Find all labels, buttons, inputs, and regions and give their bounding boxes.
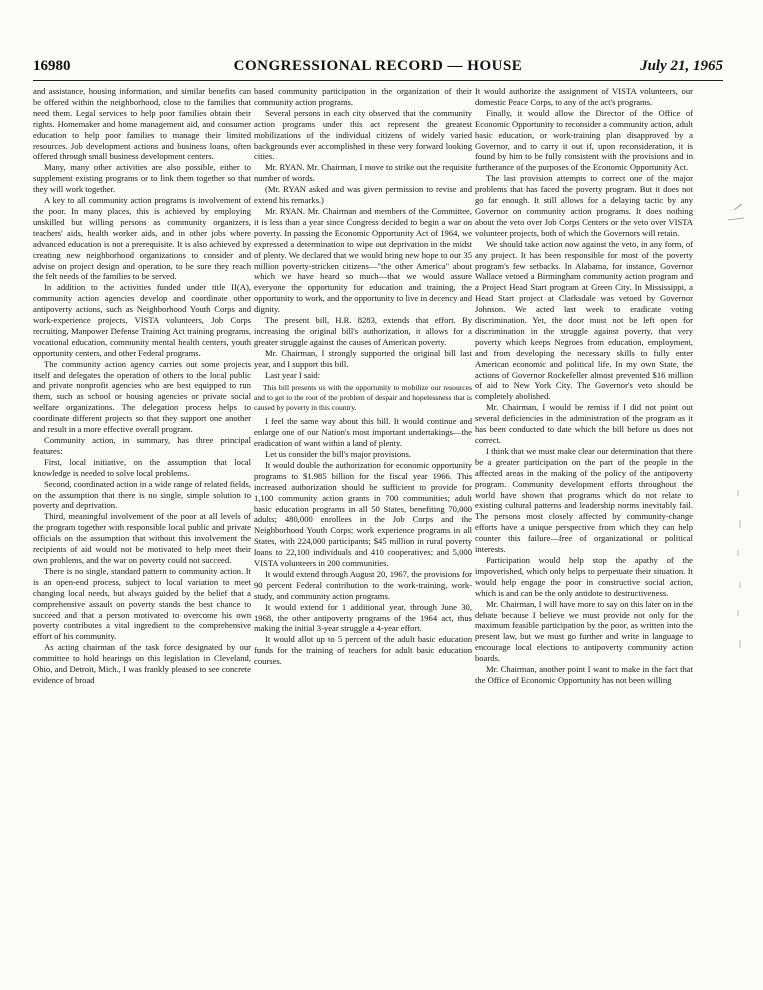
paragraph: Finally, it would allow the Director of the Office of Economic Opportunity to reconsider a community action, adult basic education, or work-training plan disapproved by a Governor, and to carry it out if, upon reconsideration, it is found by him to be fully consistent with the provisions and in furtherance of the purposes of the Economic Opportunity Act. (475, 107, 693, 173)
paragraph: It would extend for 1 additional year, through June 30, 1968, the other antipoverty programs of the 1964 act, thus making the initial 3-year struggle a 4-year effort. (254, 601, 472, 634)
paragraph: The last provision attempts to correct one of the major problems that has faced the poverty program. But it does not go far enough. It still allows for a delaying tactic by any Governor on community action programs. It does nothing about the veto over Job Corps Centers or the veto over VISTA volunteer projects, both of which the Governors will retain. (475, 173, 693, 238)
paragraph: Mr. Chairman, I would be remiss if I did not point out several deficiencies in the administration of the program as it has been conducted to date which the bill before us does not correct. (475, 402, 693, 445)
text-column-3 (475, 86, 693, 976)
block-quote: This bill presents us with the opportunity to mobilize our resources and to get to the root of the problem of despair and hopelessness that is caused by poverty in this country. (254, 383, 472, 412)
paragraph: It would authorize the assignment of VISTA volunteers, our domestic Peace Corps, to any of the act's programs. (475, 86, 693, 107)
paragraph: Mr. Chairman, another point I want to make in the fact that the Office of Economic Opportunity has not been willing (475, 664, 693, 685)
header-rule (33, 80, 723, 81)
paragraph: In addition to the activities funded under title II(A), community action agencies develop and coordinate other antipoverty actions, such as Neighborhood Youth Corps and work-experience projects, VISTA volunteers, Job Corps recruiting, Manpower Defense Training Act training programs, vocational education, community mental health centers, youth opportunity centers, and other Federal programs. (33, 282, 251, 358)
paragraph: Many, many other activities are also possible, either to supplement existing programs or to link them together so that they will work together. (33, 162, 251, 195)
paragraph: It would allot up to 5 percent of the adult basic education funds for the training of teachers for adult basic education courses. (254, 634, 472, 667)
paragraph: Community action, in summary, has three principal features: (33, 435, 251, 456)
paragraph: I feel the same way about this bill. It would continue and enlarge one of our Nation's most important undertakings—the eradication of want within a land of plenty. (254, 416, 472, 449)
paragraph: Mr. RYAN. Mr. Chairman and members of the Committee, it is less than a year since Congress decided to begin a war on poverty. In passing the Economic Opportunity Act of 1964, we expressed a determination to wipe out deprivation in the midst of plenty. We declared that we would bring new hope to our 35 million poverty-stricken citizens—"the other America" about which we have heard so much—that we would assure everyone the opportunity for education and training, the opportunity to work, and the opportunity to live in decency and dignity. (254, 205, 472, 315)
paragraph: I think that we must make clear our determination that there be a greater participation on the part of the people in the affected areas in the making of the policy of the antipoverty program. Community development efforts throughout the world have shown that programs which do not relate to existing cultural patterns and leadership norms inevitably fail. The persons most closely affected by community-change efforts have a unique perspective from which they can help counter this failure—free of organizational or political interests. (475, 445, 693, 555)
page-header (33, 58, 723, 80)
text-column-1 (33, 86, 251, 976)
paragraph: Last year I said: (265, 369, 321, 380)
paragraph: The present bill, H.R. 8283, extends that effort. By increasing the original bill's authorization, it allows for a greater struggle against the causes of American poverty. (254, 315, 472, 347)
paragraph: Mr. RYAN. Mr. Chairman, I move to strike out the requisite number of words. (254, 162, 472, 184)
issue-date: July 21, 1965 (640, 58, 723, 74)
paragraph: It would double the authorization for economic opportunity programs to $1.985 billion for the fiscal year 1966. This increased authorization should be sufficient to provide for 1,100 community action grants in 700 communities; adult basic education programs in all 50 States, benefiting 70,000 adults; 480,000 enrollees in the Job Corps and the Neighborhood Youth Corps; work experience programs in all States, with 224,000 participants; $45 million in rural poverty loans to 22,100 individuals and 410 cooperatives; and 5,000 VISTA volunteers in 200 communities. (254, 459, 472, 569)
paragraph: First, local initiative, on the assumption that local knowledge is needed to solve local problems. (33, 456, 251, 478)
paragraph: (Mr. RYAN asked and was given permission to revise and extend his remarks.) (254, 184, 472, 206)
paragraph: based community participation in the organization of their community action programs. (254, 86, 472, 107)
paragraph: Several persons in each city observed that the community action programs under this act represent the greatest mobilizations of the individual citizens of widely varied backgrounds ever accomplished in these very forward looking cities. (254, 107, 472, 162)
paragraph: A key to all community action programs is involvement of the poor. In many places, this is achieved by employing unskilled but willing persons as community organizers, teachers' aids, health worker aids, and in other jobs where advanced education is not a prerequisite. It is also achieved by creating new neighborhood organizations to consider and advise on project design and operation, to be sure they reach the felt needs of the families to be served. (33, 195, 251, 282)
margin-pencil-marks (698, 190, 748, 710)
publication-title: CONGRESSIONAL RECORD — HOUSE (233, 58, 523, 74)
paragraph: The community action agency carries out some projects itself and delegates the operation of others to the local public and private nonprofit agencies who are best equipped to run them, such as school or housing agencies or private social welfare organizations. The delegation process helps to coordinate different projects so that they support one another and result in a more effective overall program. (33, 358, 251, 435)
paragraph: Second, coordinated action in a wide range of related fields, on the assumption that there is no single, simple solution to poverty and deprivation. (33, 478, 251, 511)
paragraph: Mr. Chairman, I will have more to say on this later on in the debate because I believe we must provide not only for the maximum feasible participation by the poor, as written into the present law, but we must go further and write in language to encourage local elections to antipoverty community action boards. (475, 598, 693, 664)
paragraph: Third, meaningful involvement of the poor at all levels of the program together with responsible local public and private officials on the assumption that without this involvement the recipients of aid would not be motivated to help meet their own problems, and the war on poverty could not succeed. (33, 511, 251, 565)
page-number: 16980 (33, 58, 71, 74)
text-column-2 (254, 86, 472, 976)
paragraph: We should take action now against the veto, in any form, of any project. It has been responsible for most of the poverty program's few setbacks. In Alabama, for instance, Governor Wallace vetoed a Birmingham community action program and a Project Head Start program at Green City. In Mississippi, a Head Start project at Clarksdale was vetoed by Governor Johnson. We acted last week to eradicate voting discrimination. Yet, the door must not be left open for discrimination in the struggle against poverty, that very poverty which keeps Negroes from education, employment, and from developing the necessary skills to fully enter American economic and political life. In my own State, the actions of Governor Rockefeller almost prevented $16 million of aid to New York City. The Governor's veto should be completely abolished. (475, 238, 693, 402)
paragraph: Mr. Chairman, I strongly supported the original bill last year, and I support this bill. (254, 347, 472, 369)
paragraph: Participation would help stop the apathy of the impoverished, which only helps to perpetuate their situation. It would help engage the poor in constructive social action, which is and can be the only antidote to destructiveness. (475, 554, 693, 598)
paragraph: As acting chairman of the task force designated by our committee to hold hearings on this legislation in Cleveland, Ohio, and Detroit, Mich., I was frankly pleased to see concrete evidence of broad (33, 642, 251, 685)
paragraph: There is no single, standard pattern to community action. It is an open-end process, subject to local variation to meet changing local needs, but always guided by the belief that a comprehensive assault on poverty stands the best chance to succeed and that a person motivated to overcome his own poverty contributes a vital ingredient to the comprehensive effort of his community. (33, 565, 251, 642)
paragraph: and assistance, housing information, and similar benefits can be offered within the neighborhood, close to the families that need them. Legal services to help poor families obtain their rights. Homemaker and home management aid, and consumer education to help poor families to manage their limited resources. Job development actions and business loans, often offered through small business development centers. (33, 86, 251, 162)
paragraph: It would extend through August 20, 1967, the provisions for 90 percent Federal contribution to the work-training, work-study, and community action programs. (254, 568, 472, 601)
paragraph: Let us consider the bill's major provisions. (265, 448, 411, 459)
